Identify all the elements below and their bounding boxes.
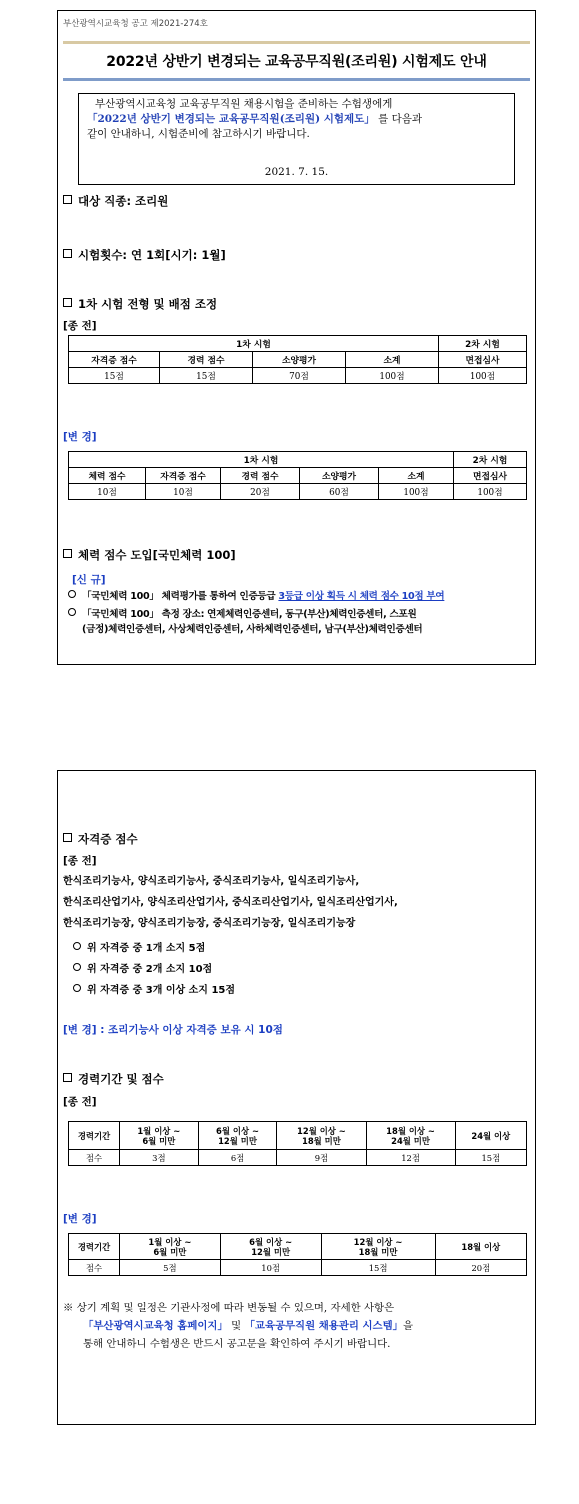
col-header: 면접심사 <box>454 468 527 484</box>
period-line: 18월 미만 <box>302 1135 341 1146</box>
checkbox-square-icon <box>63 195 72 204</box>
cert-item-1 <box>73 939 205 954</box>
fitness-bullet-1 <box>68 589 531 604</box>
section-target <box>63 193 168 209</box>
section-cert <box>63 831 138 847</box>
page-2 <box>57 770 536 1425</box>
circle-bullet-icon <box>73 984 81 992</box>
circle-bullet-icon <box>73 963 81 971</box>
after-label: [변 경] <box>63 431 97 443</box>
section-career-text: 경력기간 및 점수 <box>78 1072 164 1086</box>
notice-number: 부산광역시교육청 공고 제2021-274호 <box>63 19 208 29</box>
group-header-1: 1차 시험 <box>69 336 439 352</box>
period-cell <box>220 1234 321 1260</box>
col-header: 체력 점수 <box>69 468 146 484</box>
cert-line-1: 한식조리기능사, 양식조리기능사, 중식조리기능사, 일식조리기능사, <box>63 876 360 887</box>
page-title: 2022년 상반기 변경되는 교육공무직원(조리원) 시험제도 안내 <box>106 54 487 70</box>
table-cell: 10점 <box>146 484 221 500</box>
row-header: 점수 <box>69 1260 120 1276</box>
period-line: 6월 이상 ~ <box>249 1236 293 1247</box>
cert-item-2 <box>73 960 212 975</box>
table-cell: 20점 <box>435 1260 526 1276</box>
period-line: 12월 미만 <box>218 1135 257 1146</box>
section-target-text: 대상 직종: 조리원 <box>78 194 169 208</box>
cert-item-3 <box>73 981 235 996</box>
table-cell: 12점 <box>366 1150 455 1166</box>
table-cell: 5점 <box>120 1260 221 1276</box>
table-cell: 10점 <box>220 1260 321 1276</box>
footnote-tail: 을 <box>403 1320 414 1332</box>
table-cell: 60점 <box>300 484 379 500</box>
table-cell: 100점 <box>439 368 527 384</box>
intro-line-1: 부산광역시교육청 교육공무직원 채용시험을 준비하는 수험생에게 <box>95 98 393 110</box>
col-header: 자격증 점수 <box>146 468 221 484</box>
period-line: 24월 미만 <box>391 1135 430 1146</box>
table-cell: 15점 <box>69 368 160 384</box>
col-header: 소계 <box>346 352 439 368</box>
career-after-table <box>68 1233 527 1276</box>
new-label: [신 규] <box>72 574 106 586</box>
footnote-line-2 <box>63 1317 530 1335</box>
period-line: 12월 이상 ~ <box>353 1236 403 1247</box>
checkbox-square-icon <box>63 1073 72 1082</box>
footnote-link-system: 「교육공무직원 채용관리 시스템」 <box>244 1320 404 1332</box>
career-after-label: [변 경] <box>63 1213 97 1225</box>
footnote-line-3: 통해 안내하니 수험생은 반드시 공고문을 확인하여 주시기 바랍니다. <box>83 1338 391 1350</box>
period-cell: 18월 이상 <box>435 1234 526 1260</box>
period-cell <box>321 1234 435 1260</box>
footnote-conj: 및 <box>227 1320 245 1332</box>
period-cell <box>366 1122 455 1150</box>
row-header: 점수 <box>69 1150 120 1166</box>
cert-item-text: 위 자격증 중 3개 이상 소지 15점 <box>87 985 236 996</box>
period-cell <box>120 1234 221 1260</box>
cert-change: [변 경] : 조리기능사 이상 자격증 보유 시 10점 <box>63 1024 283 1036</box>
intro-line-2-suffix: 를 다음과 <box>378 113 423 125</box>
footnote-link-homepage: 「부산광역시교육청 홈페이지」 <box>83 1320 228 1332</box>
section-score-text: 1차 시험 전형 및 배점 조정 <box>78 297 218 311</box>
title-rule-bottom <box>63 78 530 81</box>
col-header: 면접심사 <box>439 352 527 368</box>
checkbox-square-icon <box>63 833 72 842</box>
table-cell: 9점 <box>277 1150 366 1166</box>
table-cell: 15점 <box>455 1150 526 1166</box>
before-label: [종 전] <box>63 320 97 332</box>
group-header-2: 2차 시험 <box>454 452 527 468</box>
cert-before-label: [종 전] <box>63 855 97 867</box>
table-cell: 100점 <box>379 484 454 500</box>
section-career <box>63 1071 164 1087</box>
row-header: 경력기간 <box>69 1234 120 1260</box>
period-line: 1월 이상 ~ <box>137 1125 181 1136</box>
period-line: 1월 이상 ~ <box>148 1236 192 1247</box>
group-header-2: 2차 시험 <box>439 336 527 352</box>
table-cell: 20점 <box>221 484 300 500</box>
circle-bullet-icon <box>68 590 76 598</box>
circle-bullet-icon <box>68 608 76 616</box>
footnote <box>63 1299 530 1353</box>
fitness-bullet-2 <box>68 607 531 637</box>
section-fitness-text: 체력 점수 도입[국민체력 100] <box>78 548 236 562</box>
section-count <box>63 247 226 263</box>
period-line: 18월 이상 ~ <box>386 1125 435 1136</box>
checkbox-square-icon <box>63 249 72 258</box>
period-cell <box>198 1122 277 1150</box>
cert-line-2: 한식조리산업기사, 양식조리산업기사, 중식조리산업기사, 일식조리산업기사, <box>63 897 398 908</box>
bullet-1-link: 3등급 이상 획득 시 체력 점수 10점 부여 <box>278 591 445 602</box>
period-line: 12월 이상 ~ <box>297 1125 346 1136</box>
section-cert-text: 자격증 점수 <box>78 832 138 846</box>
table-cell: 70점 <box>253 368 346 384</box>
bullet-2-line-1: 「국민체력 100」 측정 장소: 연제체력인증센터, 동구(부산)체력인증센터, 스포원 <box>82 609 417 620</box>
table-cell: 15점 <box>321 1260 435 1276</box>
group-header-1: 1차 시험 <box>69 452 454 468</box>
col-header: 경력 점수 <box>221 468 300 484</box>
intro-box <box>78 93 515 185</box>
intro-line-2 <box>87 112 506 127</box>
period-cell <box>120 1122 199 1150</box>
period-line: 12월 미만 <box>251 1246 291 1257</box>
after-score-table <box>68 451 527 500</box>
table-cell: 100점 <box>346 368 439 384</box>
cert-line-3: 한식조리기능장, 양식조리기능장, 중식조리기능장, 일식조리기능장 <box>63 918 356 929</box>
col-header: 소양평가 <box>253 352 346 368</box>
col-header: 경력 점수 <box>160 352 253 368</box>
table-cell: 15점 <box>160 368 253 384</box>
section-score <box>63 296 217 312</box>
intro-line-3: 같이 안내하니, 시험준비에 참고하시기 바랍니다. <box>87 128 310 140</box>
circle-bullet-icon <box>73 942 81 950</box>
period-line: 18월 미만 <box>358 1246 398 1257</box>
bullet-1-text: 「국민체력 100」 체력평가를 통하여 인증등급 <box>82 591 279 602</box>
bullet-2-line-2: (금정)체력인증센터, 사상체력인증센터, 사하체력인증센터, 남구(부산)체력인증센터 <box>82 624 423 635</box>
intro-date: 2021. 7. 15. <box>264 166 329 178</box>
cert-item-text: 위 자격증 중 1개 소지 5점 <box>87 943 206 954</box>
period-line: 6월 미만 <box>142 1135 176 1146</box>
period-line: 6월 이상 ~ <box>216 1125 259 1136</box>
period-cell <box>277 1122 366 1150</box>
section-fitness <box>63 547 236 563</box>
period-cell: 24월 이상 <box>455 1122 526 1150</box>
title-rule-top <box>63 41 530 44</box>
checkbox-square-icon <box>63 549 72 558</box>
row-header: 경력기간 <box>69 1122 120 1150</box>
career-before-label: [종 전] <box>63 1096 97 1108</box>
table-cell: 6점 <box>198 1150 277 1166</box>
col-header: 자격증 점수 <box>69 352 160 368</box>
table-cell: 100점 <box>454 484 527 500</box>
col-header: 소계 <box>379 468 454 484</box>
intro-highlight: 「2022년 상반기 변경되는 교육공무직원(조리원) 시험제도」 <box>87 113 375 125</box>
checkbox-square-icon <box>63 298 72 307</box>
page-1 <box>57 10 536 665</box>
section-count-text: 시험횟수: 연 1회[시기: 1월] <box>78 248 226 262</box>
table-cell: 3점 <box>120 1150 199 1166</box>
before-score-table <box>68 335 527 384</box>
cert-item-text: 위 자격증 중 2개 소지 10점 <box>87 964 213 975</box>
career-before-table <box>68 1121 527 1166</box>
table-cell: 10점 <box>69 484 146 500</box>
footnote-line-1: ※ 상기 계획 및 일정은 기관사정에 따라 변동될 수 있으며, 자세한 사항은 <box>63 1302 395 1314</box>
period-line: 6월 미만 <box>153 1246 187 1257</box>
col-header: 소양평가 <box>300 468 379 484</box>
